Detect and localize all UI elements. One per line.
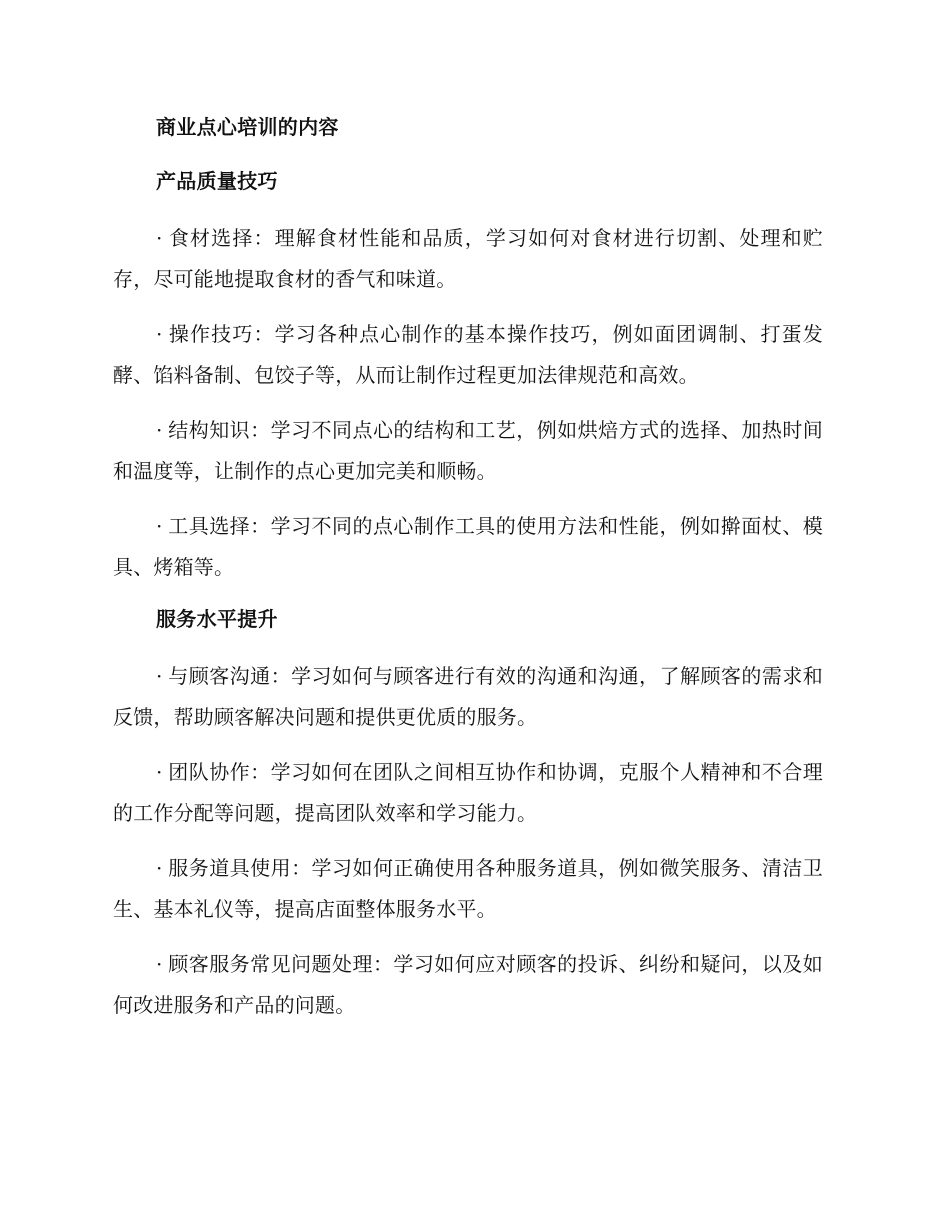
bullet-glyph: ·: [156, 514, 163, 538]
document-title: 商业点心培训的内容: [156, 115, 339, 139]
list-item-text: 与顾客沟通：学习如何与顾客进行有效的沟通和沟通，了解顾客的需求和反馈，帮助顾客解决问题和提供更优质的服务。: [113, 664, 823, 729]
document-content: [113, 110, 823, 1040]
list-item: [113, 656, 823, 738]
list-item-text: 食材选择：理解食材性能和品质，学习如何对食材进行切割、处理和贮存，尽可能地提取食材的香气和味道。: [113, 226, 823, 291]
bullet-glyph: ·: [156, 226, 163, 250]
bullet-glyph: ·: [156, 760, 163, 784]
section-heading: 服务水平提升: [156, 607, 278, 631]
list-item-text: 工具选择：学习不同的点心制作工具的使用方法和性能，例如擀面杖、模具、烤箱等。: [113, 514, 823, 579]
list-item-text: 服务道具使用：学习如何正确使用各种服务道具，例如微笑服务、清洁卫生、基本礼仪等，提高店面整体服务水平。: [113, 856, 823, 921]
section-product-quality: [113, 164, 823, 588]
list-item: [113, 752, 823, 834]
list-item: [113, 314, 823, 396]
bullet-glyph: ·: [156, 664, 163, 688]
list-item: [113, 410, 823, 492]
list-item-text: 顾客服务常见问题处理：学习如何应对顾客的投诉、纠纷和疑问，以及如何改进服务和产品的问题。: [113, 952, 823, 1017]
list-item-text: 团队协作：学习如何在团队之间相互协作和协调，克服个人精神和不合理的工作分配等问题，提高团队效率和学习能力。: [113, 760, 823, 825]
section-heading: 产品质量技巧: [156, 169, 278, 193]
list-item-text: 结构知识：学习不同点心的结构和工艺，例如烘焙方式的选择、加热时间和温度等，让制作的点心更加完美和顺畅。: [113, 418, 823, 483]
list-item-text: 操作技巧：学习各种点心制作的基本操作技巧，例如面团调制、打蛋发酵、馅料备制、包饺子等，从而让制作过程更加法律规范和高效。: [113, 322, 823, 387]
bullet-glyph: ·: [156, 952, 163, 976]
bullet-glyph: ·: [156, 856, 163, 880]
section-service-level: [113, 602, 823, 1026]
list-item: [113, 944, 823, 1026]
list-item: [113, 218, 823, 300]
bullet-glyph: ·: [156, 418, 163, 442]
list-item: [113, 506, 823, 588]
bullet-glyph: ·: [156, 322, 163, 346]
list-item: [113, 848, 823, 930]
